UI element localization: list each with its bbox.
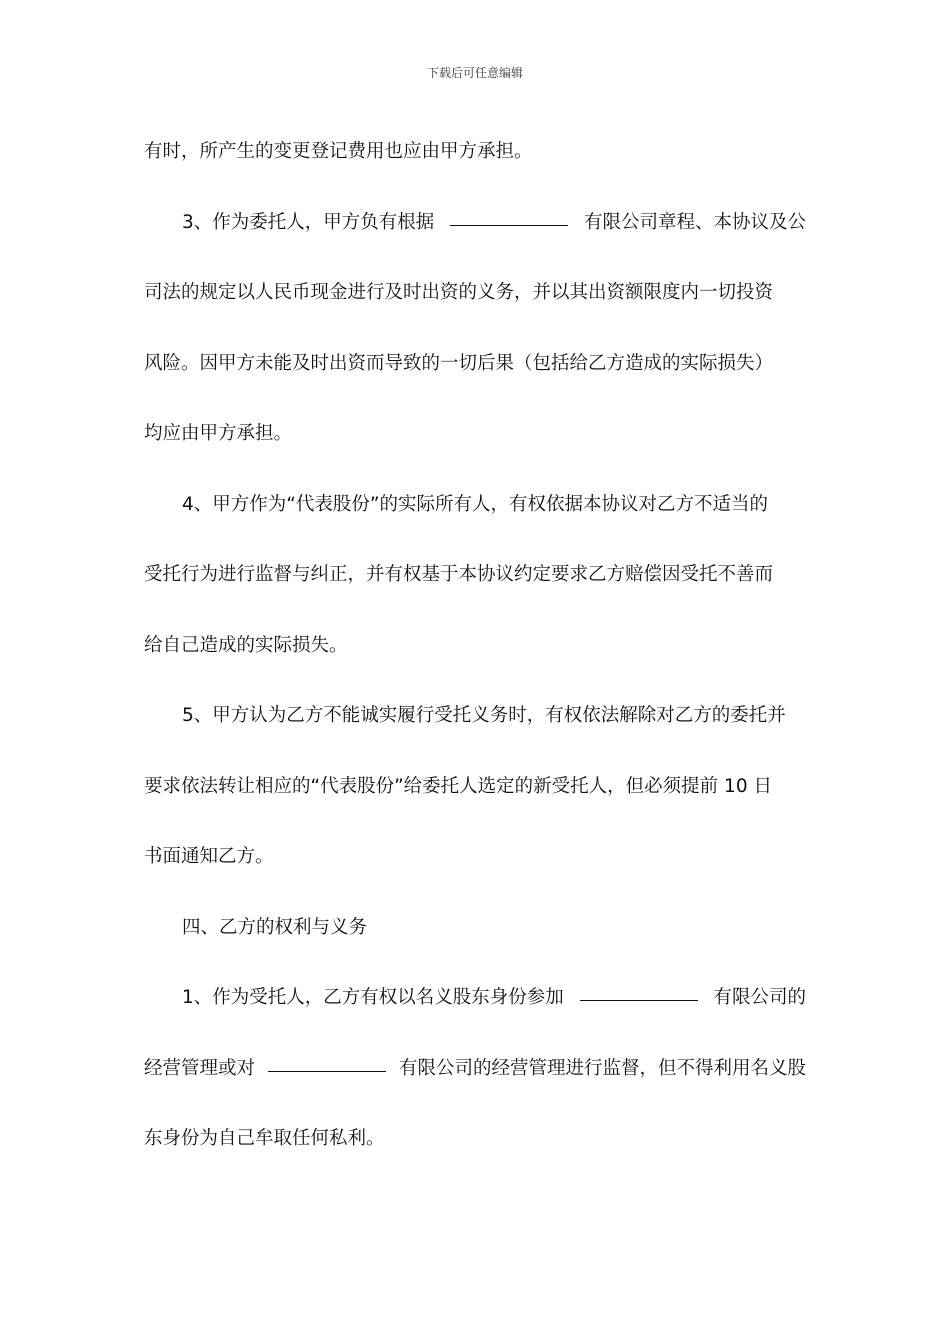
text-segment: 3、作为委托人，甲方负有根据 (182, 211, 435, 233)
paragraph-line: 要求依法转让相应的“代表股份”给委托人选定的新受托人，但必须提前 10 日 (144, 775, 772, 797)
blank-underline (268, 1049, 386, 1072)
paragraph-line: 有时，所产生的变更登记费用也应由甲方承担。 (144, 141, 533, 162)
paragraph-line: 司法的规定以人民币现金进行及时出资的义务，并以其出资额限度内一切投资 (144, 282, 774, 303)
blank-underline (580, 978, 698, 1001)
paragraph-line (144, 1049, 806, 1120)
paragraph-line: 5、甲方认为乙方不能诚实履行受托义务时，有权依法解除对乙方的委托并 (182, 705, 786, 726)
paragraph-line: 均应由甲方承担。 (144, 423, 293, 444)
blank-underline (450, 203, 568, 226)
paragraph-line (144, 203, 806, 274)
page-header: 下载后可任意编辑 (426, 66, 523, 80)
paragraph-line (144, 978, 806, 1049)
text-segment: 有限公司的 (713, 987, 806, 1008)
paragraph-line: 书面通知乙方。 (144, 846, 274, 867)
text-segment: 有限公司章程、本协议及公 (583, 211, 806, 233)
paragraph-line: 4、甲方作为“代表股份”的实际所有人，有权依据本协议对乙方不适当的 (182, 493, 768, 515)
text-segment: 经营管理或对 (144, 1057, 256, 1079)
paragraph-line: 风险。因甲方未能及时出资而导致的一切后果（包括给乙方造成的实际损失） (144, 352, 774, 374)
paragraph-line: 受托行为进行监督与纠正，并有权基于本协议约定要求乙方赔偿因受托不善而 (144, 564, 774, 585)
text-segment: 有限公司的经营管理进行监督，但不得利用名义股 (398, 1057, 806, 1079)
document-body (144, 132, 806, 1190)
paragraph-line: 给自己造成的实际损失。 (144, 634, 348, 656)
section-heading: 四、乙方的权利与义务 (182, 916, 368, 938)
text-segment: 1、作为受托人，乙方有权以名义股东身份参加 (182, 987, 564, 1008)
paragraph-line: 东身份为自己牟取任何私利。 (144, 1128, 385, 1149)
